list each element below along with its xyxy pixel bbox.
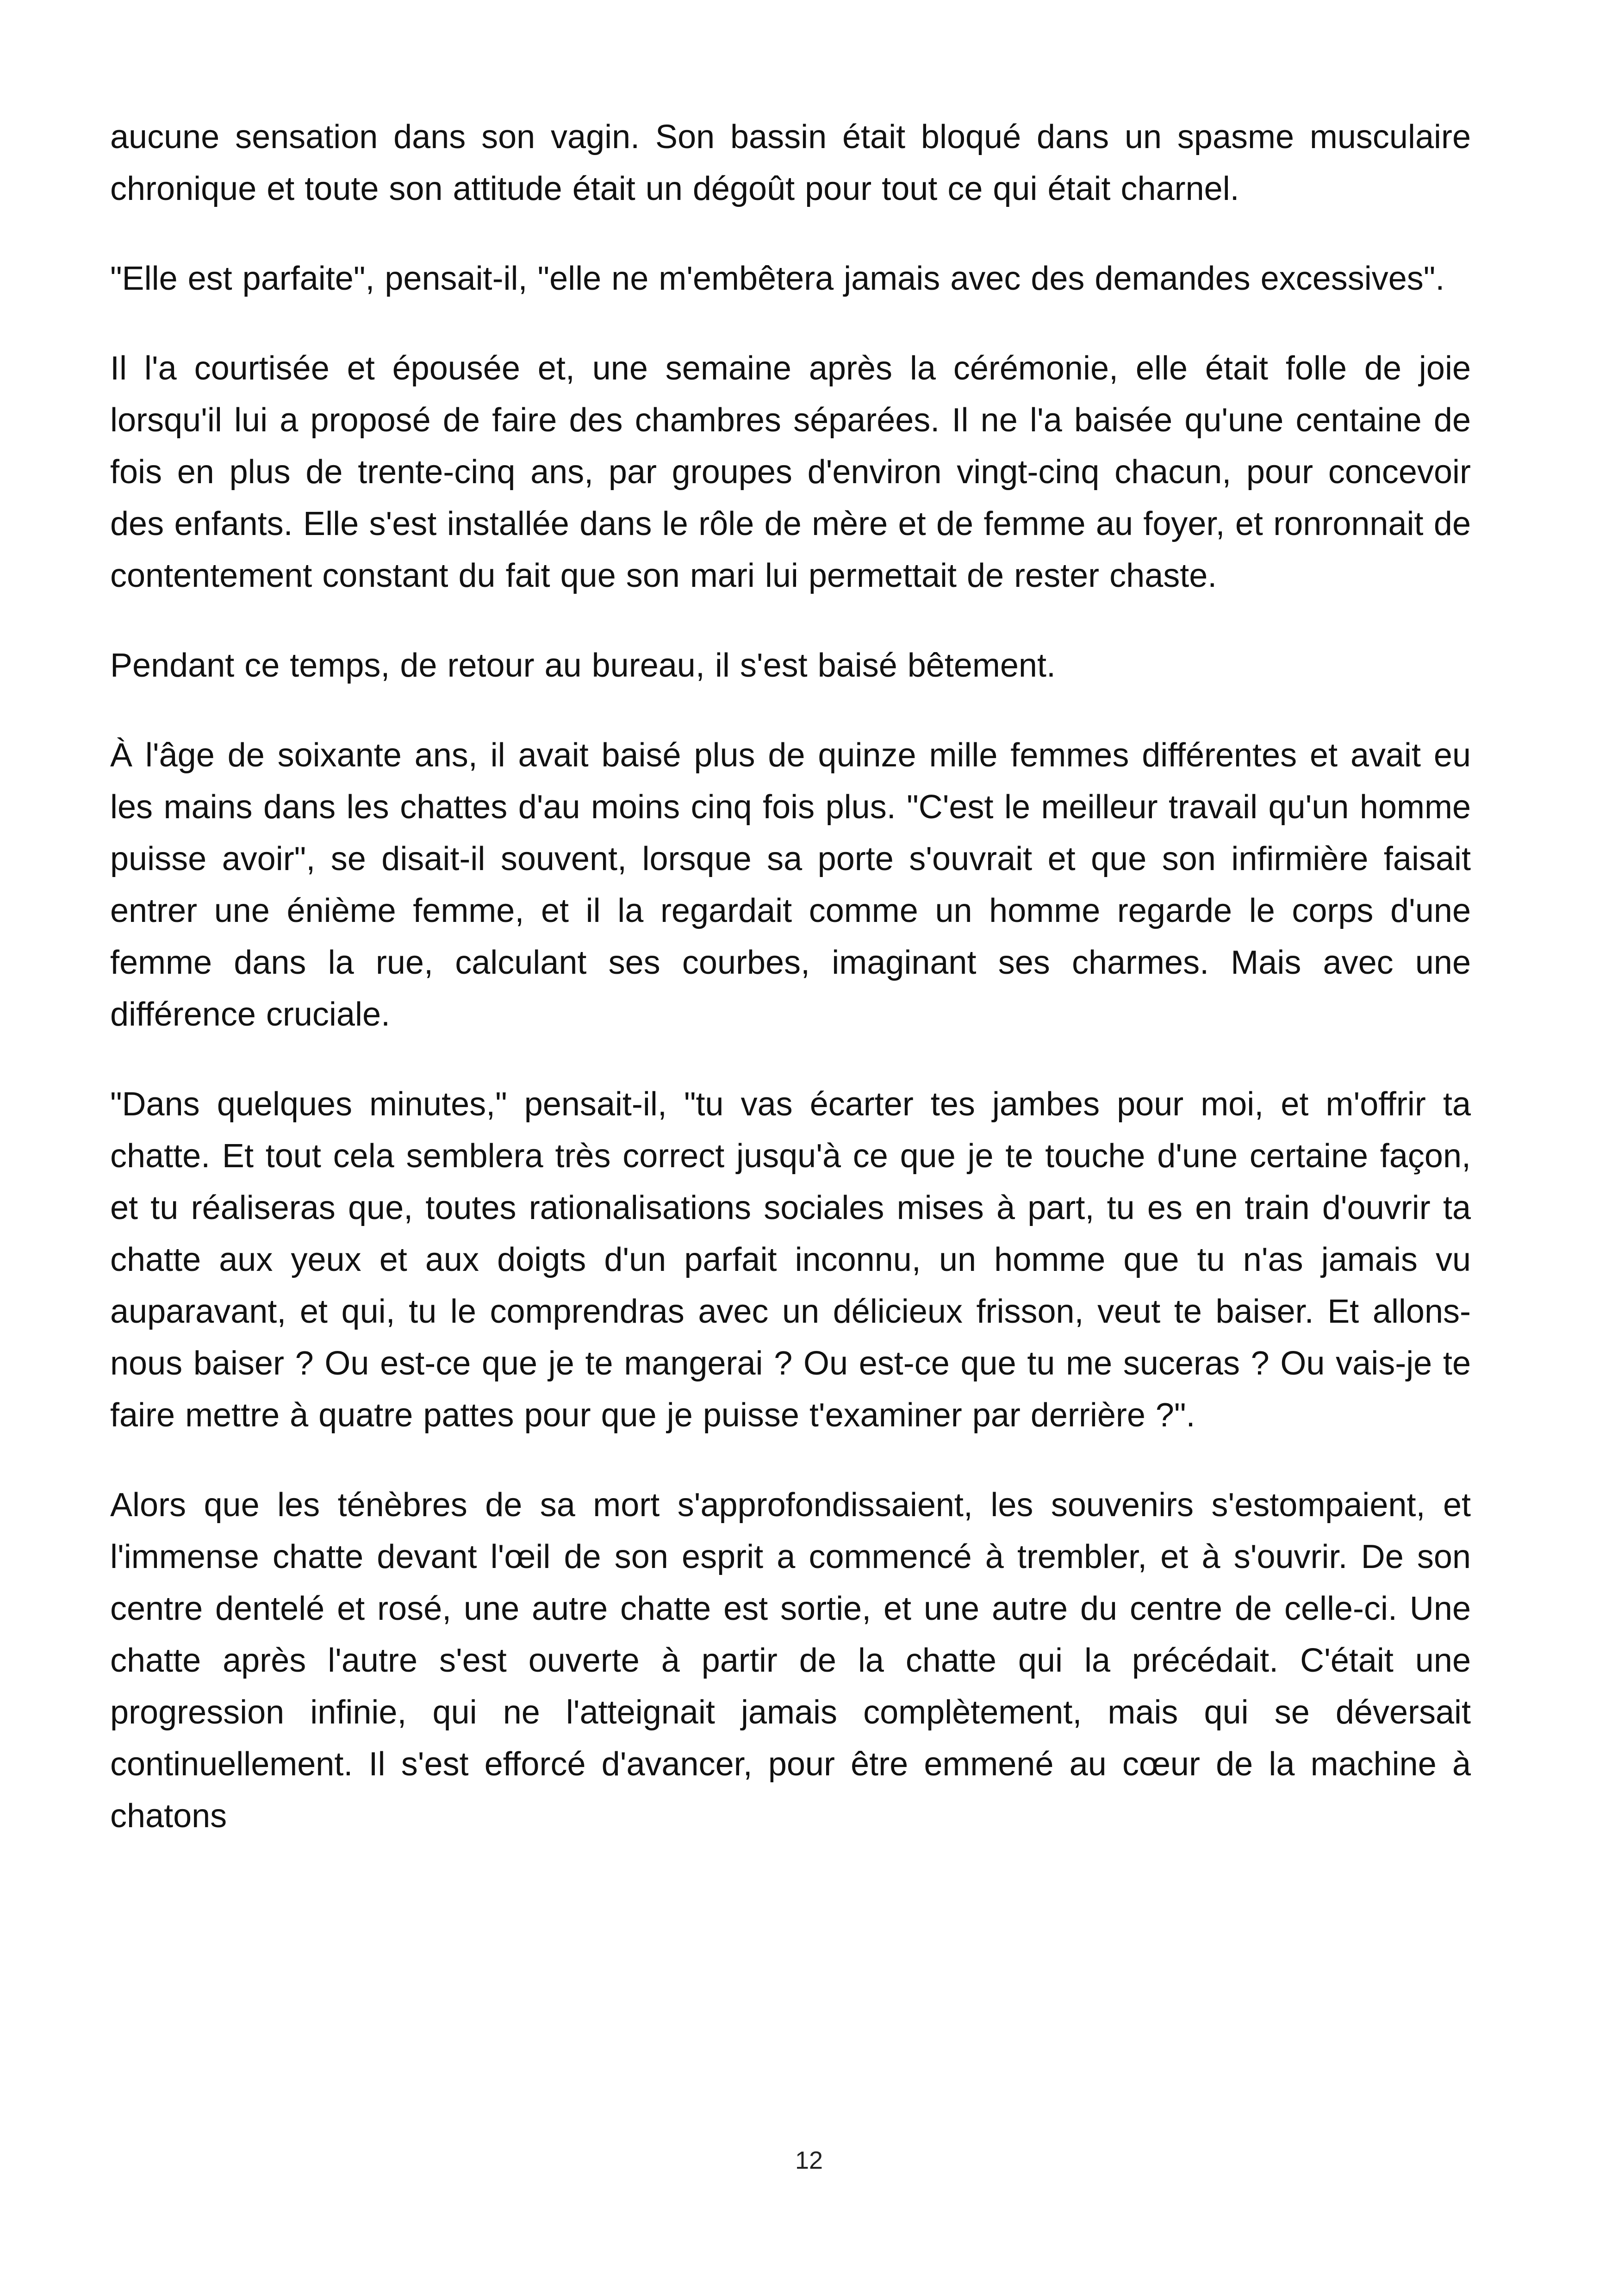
paragraph-6: "Dans quelques minutes," pensait-il, "tu vas écarter tes jambes pour moi, et m'offrir ta chatte. Et tout cela semblera très correct jusqu'à ce que je te touche d'une certaine façon, et tu réaliseras que, toutes rationalisations sociales mises à part, tu es en train d'ouvrir ta chatte aux yeux et aux doigts d'un parfait inconnu, un homme que tu n'as jamais vu auparavant, et qui, tu le comprendras avec un délicieux frisson, veut te baiser. Et allons-nous baiser ? Ou est-ce que je te mangerai ? Ou est-ce que tu me suceras ? Ou vais-je te faire mettre à quatre pattes pour que je puisse t'examiner par derrière ?".: [110, 1086, 1471, 1434]
paragraph-7: Alors que les ténèbres de sa mort s'approfondissaient, les souvenirs s'estompaient, et l'immense chatte devant l'œil de son esprit a commencé à trembler, et à s'ouvrir. De son centre dentelé et rosé, une autre chatte est sortie, et une autre du centre de celle-ci. Une chatte après l'autre s'est ouverte à partir de la chatte qui la précédait. C'était une progression infinie, qui ne l'atteignait jamais complètement, mais qui se déversait continuellement. Il s'est efforcé d'avancer, pour être emmené au cœur de la machine à chatons: [110, 1487, 1471, 1835]
paragraph-3: Il l'a courtisée et épousée et, une semaine après la cérémonie, elle était folle de joie lorsqu'il lui a proposé de faire des chambres séparées. Il ne l'a baisée qu'une centaine de fois en plus de trente-cinq ans, par groupes d'environ vingt-cinq chacun, pour concevoir des enfants. Elle s'est installée dans le rôle de mère et de femme au foyer, et ronronnait de contentement constant du fait que son mari lui permettait de rester chaste.: [110, 350, 1471, 594]
paragraph-5: À l'âge de soixante ans, il avait baisé plus de quinze mille femmes différentes et avait eu les mains dans les chattes d'au moins cinq fois plus. "C'est le meilleur travail qu'un homme puisse avoir", se disait-il souvent, lorsque sa porte s'ouvrait et que son infirmière faisait entrer une énième femme, et il la regardait comme un homme regarde le corps d'une femme dans la rue, calculant ses courbes, imaginant ses charmes. Mais avec une différence cruciale.: [110, 737, 1471, 1033]
paragraph-4: Pendant ce temps, de retour au bureau, il s'est baisé bêtement.: [110, 647, 1056, 684]
page-number: 12: [795, 2147, 823, 2174]
paragraph-2: "Elle est parfaite", pensait-il, "elle ne m'embêtera jamais avec des demandes excessives".: [110, 260, 1445, 297]
page-body: [110, 111, 1471, 1842]
paragraph-1: aucune sensation dans son vagin. Son bassin était bloqué dans un spasme musculaire chronique et toute son attitude était un dégoût pour tout ce qui était charnel.: [110, 118, 1471, 207]
